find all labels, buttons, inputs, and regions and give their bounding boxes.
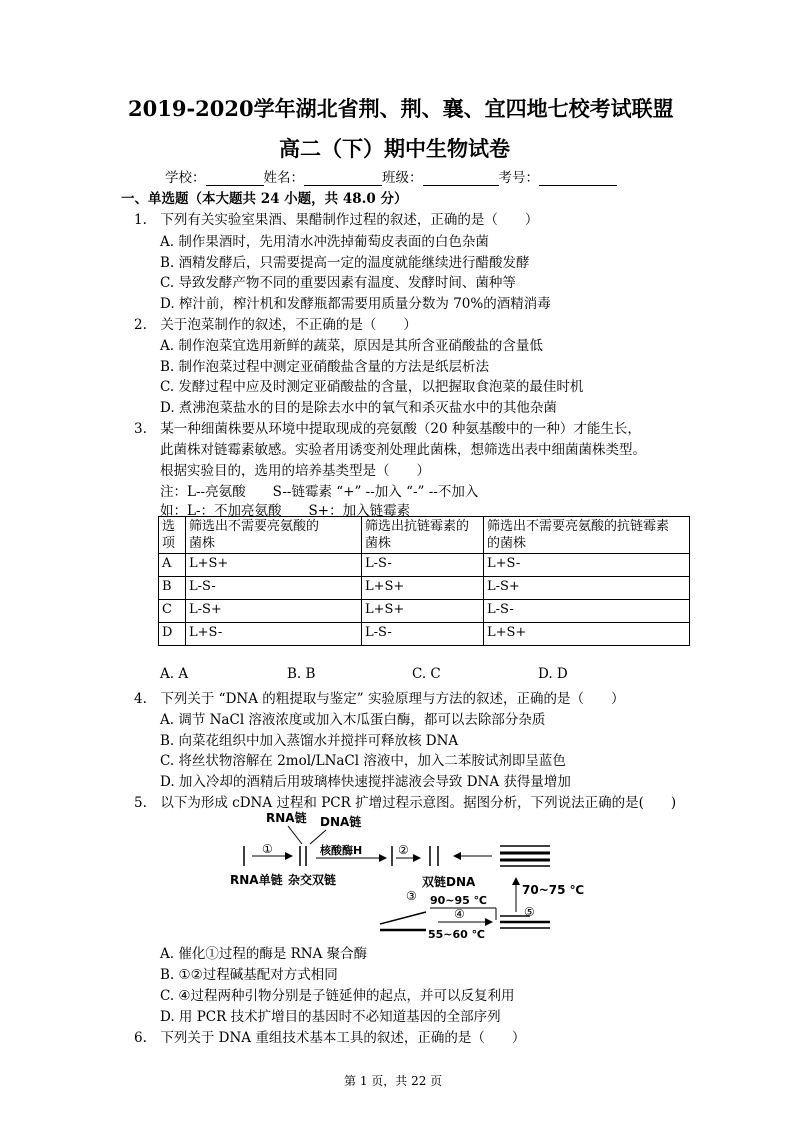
denatured-strand bbox=[380, 912, 426, 924]
table-row bbox=[159, 600, 690, 623]
school-label: 学校： bbox=[165, 170, 206, 186]
q3-option-b[interactable]: B. B bbox=[287, 666, 316, 682]
table-cell: L+S- bbox=[484, 554, 690, 577]
step-1: ① bbox=[262, 842, 273, 856]
q2-option-d[interactable]: D. 煮沸泡菜盐水的目的是除去水中的氧气和杀灭盐水中的其他杂菌 bbox=[160, 400, 557, 416]
table-cell: L-S- bbox=[362, 554, 484, 577]
table-header-cell: 选 项 bbox=[159, 517, 186, 554]
table-cell: L-S+ bbox=[186, 600, 362, 623]
q5-stem: 5. 以下为形成 cDNA 过程和 PCR 扩增过程示意图。据图分析，下列说法正确的是( ) bbox=[134, 795, 677, 811]
name-field[interactable] bbox=[304, 173, 382, 186]
cdna-pcr-diagram bbox=[230, 808, 585, 941]
q4-option-c[interactable]: C. 将丝状物溶解在 2mol/LNaCl 溶液中，加入二苯胺试剂即呈蓝色 bbox=[160, 753, 566, 769]
q5-option-d[interactable]: D. 用 PCR 技术扩增目的基因时不必知道基因的全部序列 bbox=[160, 1009, 501, 1025]
step-4: ④ bbox=[454, 907, 465, 921]
info-line bbox=[165, 166, 617, 186]
temp-4: 55~60 ℃ bbox=[428, 928, 485, 941]
q4-option-d[interactable]: D. 加入冷却的酒精后用玻璃棒快速搅拌滤液会导致 DNA 获得量增加 bbox=[160, 774, 571, 790]
section-heading: 一、单选题（本大题共 24 小题，共 48.0 分） bbox=[121, 191, 408, 207]
table-cell: L+S+ bbox=[362, 577, 484, 600]
label-hybrid: 杂交双链 bbox=[288, 873, 337, 887]
table-cell: C bbox=[159, 600, 186, 623]
q4-stem: 4. 下列关于 “DNA 的粗提取与鉴定” 实验原理与方法的叙述，正确的是（ ） bbox=[134, 691, 625, 707]
q3-stem-line-2: 此菌株对链霉素敏感。实验者用诱变剂处理此菌株，想筛选出表中细菌菌株类型。 bbox=[160, 442, 646, 458]
q3-option-d[interactable]: D. D bbox=[538, 666, 568, 682]
q4-option-a[interactable]: A. 调节 NaCl 溶液浓度或加入木瓜蛋白酶，都可以去除部分杂质 bbox=[160, 712, 546, 728]
q1-stem: 1. 下列有关实验室果酒、果醋制作过程的叙述，正确的是（ ） bbox=[134, 212, 539, 228]
table-header-cell: 筛选出抗链霉素的 菌株 bbox=[362, 517, 484, 554]
exam-no-label: 考号： bbox=[498, 170, 539, 186]
class-label: 班级： bbox=[382, 170, 423, 186]
table-cell: D bbox=[159, 623, 186, 646]
table-cell: L-S- bbox=[362, 623, 484, 646]
label-double-dna: 双链DNA bbox=[422, 875, 476, 889]
table-row bbox=[159, 577, 690, 600]
q3-stem-line-3: 根据实验目的，选用的培养基类型是（ ） bbox=[160, 463, 430, 479]
table-row bbox=[159, 623, 690, 646]
enzyme-label: 核酸酶H bbox=[320, 844, 363, 857]
label-rna-chain: RNA链 bbox=[266, 811, 307, 825]
table-cell: L-S+ bbox=[484, 577, 690, 600]
label-rna-single: RNA单链 bbox=[230, 873, 283, 887]
table-cell: L+S+ bbox=[186, 554, 362, 577]
table-cell: L+S- bbox=[186, 623, 362, 646]
q2-option-a[interactable]: A. 制作泡菜宜选用新鲜的蔬菜，原因是其所含亚硝酸盐的含量低 bbox=[160, 338, 543, 354]
step-3: ③ bbox=[406, 889, 417, 903]
q5-option-a[interactable]: A. 催化①过程的酶是 RNA 聚合酶 bbox=[160, 946, 368, 962]
q5-option-c[interactable]: C. ④过程两种引物分别是子链延伸的起点，并可以反复利用 bbox=[160, 988, 515, 1004]
q6-stem: 6. 下列关于 DNA 重组技术基本工具的叙述，正确的是（ ） bbox=[134, 1030, 526, 1046]
step-5: ⑤ bbox=[524, 905, 535, 919]
q3-stem-line-1: 3. 某一种细菌株要从环境中提取现成的亮氨酸（20 种氨基酸中的一种）才能生长， bbox=[134, 421, 641, 437]
title-line-1: 2019-2020学年湖北省荆、荆、襄、宜四地七校考试联盟 bbox=[128, 96, 674, 121]
q1-option-a[interactable]: A. 制作果酒时，先用清水冲洗掉葡萄皮表面的白色杂菌 bbox=[160, 234, 489, 250]
pointer-line bbox=[310, 830, 326, 844]
table-cell: L-S- bbox=[186, 577, 362, 600]
school-field[interactable] bbox=[206, 173, 264, 186]
q3-option-c[interactable]: C. C bbox=[412, 666, 441, 682]
label-dna-chain: DNA链 bbox=[320, 815, 362, 829]
page-footer: 第 1 页，共 22 页 bbox=[344, 1074, 443, 1088]
table-header-row bbox=[159, 517, 690, 554]
exam-no-field[interactable] bbox=[539, 173, 617, 186]
table-cell: A bbox=[159, 554, 186, 577]
table-row bbox=[159, 554, 690, 577]
q3-note-1: 注：L--亮氨酸 S--链霉素 “+” --加入 “-” --不加入 bbox=[160, 484, 479, 500]
q5-option-b[interactable]: B. ①②过程碱基配对方式相同 bbox=[160, 967, 338, 983]
q2-option-c[interactable]: C. 发酵过程中应及时测定亚硝酸盐的含量，以把握取食泡菜的最佳时机 bbox=[160, 379, 584, 395]
pointer-line bbox=[288, 826, 302, 844]
q3-option-a[interactable]: A. A bbox=[160, 666, 189, 682]
q2-stem: 2. 关于泡菜制作的叙述，不正确的是（ ） bbox=[134, 317, 417, 333]
table-header-cell: 筛选出不需要亮氨酸的抗链霉素 的菌株 bbox=[484, 517, 690, 554]
q3-note-2: 如：L-：不加亮氨酸 S+：加入链霉素 bbox=[160, 503, 411, 519]
table-header-cell: 筛选出不需要亮氨酸的 菌株 bbox=[186, 517, 362, 554]
table-cell: L-S- bbox=[484, 600, 690, 623]
q3-table bbox=[158, 516, 690, 646]
temp-3: 90~95 ℃ bbox=[430, 894, 487, 907]
q2-option-b[interactable]: B. 制作泡菜过程中测定亚硝酸盐含量的方法是纸层析法 bbox=[160, 359, 490, 375]
title-line-2: 高二（下）期中生物试卷 bbox=[279, 136, 510, 161]
q1-option-b[interactable]: B. 酒精发酵后，只需要提高一定的温度就能继续进行醋酸发酵 bbox=[160, 255, 530, 271]
q4-option-b[interactable]: B. 向菜花组织中加入蒸馏水并搅拌可释放核 DNA bbox=[160, 733, 459, 749]
q1-option-c[interactable]: C. 导致发酵产物不同的重要因素有温度、发酵时间、菌种等 bbox=[160, 275, 516, 291]
table-cell: L+S+ bbox=[362, 600, 484, 623]
table-cell: L+S+ bbox=[484, 623, 690, 646]
table-cell: B bbox=[159, 577, 186, 600]
name-label: 姓名： bbox=[263, 170, 304, 186]
step-2: ② bbox=[398, 843, 409, 857]
temp-5: 70~75 ℃ bbox=[522, 883, 585, 897]
q1-option-d[interactable]: D. 榨汁前，榨汁机和发酵瓶都需要用质量分数为 70%的酒精消毒 bbox=[160, 296, 551, 312]
class-field[interactable] bbox=[423, 173, 499, 186]
